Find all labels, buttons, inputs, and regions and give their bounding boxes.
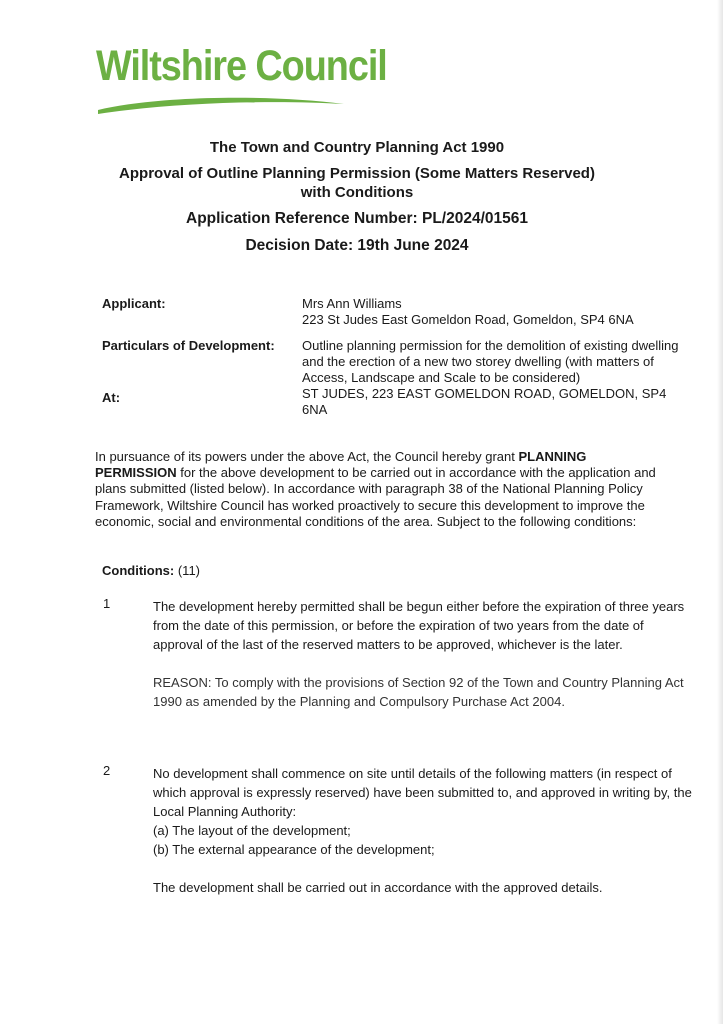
conditions-heading (102, 563, 200, 578)
approval-heading-line2: with Conditions (300, 184, 414, 201)
particulars-label: Particulars of Development: (102, 338, 275, 353)
reference-number: Application Reference Number: PL/2024/01561 (186, 210, 528, 227)
page-edge-shadow (717, 0, 723, 1024)
applicant-value (302, 296, 682, 328)
particulars-value: Outline planning permission for the demolition of existing dwelling and the erection of a new two storey dwelling (with matters of Access, Landscape and Scale to be considered) (302, 338, 679, 385)
condition-1-text: The development hereby permitted shall be begun either before the expiration of three years from the date of this permission, or before the expiration of two years from the date of approval of the last of the reserved matters to be approved, whichever is the later. (153, 599, 685, 652)
intro-text-part2: for the above development to be carried out in accordance with the application and plans submitted (listed below). In accordance with paragraph 38 of the National Planning Policy Framework, Wiltshire Council has worked proactively to secure this development to improve the economic, social and environmental conditions of the area. Subject to the following conditions: (95, 465, 656, 529)
applicant-row (102, 296, 682, 328)
condition-2-text: No development shall commence on site until details of the following matters (in respect of which approval is expressly reserved) have been submitted to, and approved in writing by, the Local Planning Authority: (153, 766, 692, 819)
logo-swoosh-icon (96, 92, 356, 120)
condition-2-item-a: (a) The layout of the development; (153, 823, 351, 838)
approval-heading-line1: Approval of Outline Planning Permission (Some Matters Reserved) (119, 165, 595, 182)
condition-1-reason: REASON: To comply with the provisions of Section 92 of the Town and Country Planning Act 1990 as amended by the Planning and Compulsory Purchase Act 2004. (153, 675, 684, 709)
site-value: ST JUDES, 223 EAST GOMELDON ROAD, GOMELDON, SP4 6NA (302, 386, 667, 417)
condition-1 (153, 597, 693, 711)
decision-date: Decision Date: 19th June 2024 (245, 237, 469, 254)
logo-wordmark: Wiltshire Council (96, 42, 387, 90)
site-label: At: (102, 390, 121, 405)
applicant-label: Applicant: (102, 296, 166, 311)
applicant-address: 223 St Judes East Gomeldon Road, Gomeldon, SP4 6NA (302, 312, 634, 327)
site-row (102, 386, 682, 418)
conditions-title: Conditions: (102, 563, 175, 578)
act-heading: The Town and Country Planning Act 1990 (209, 139, 505, 156)
conditions-count: (11) (177, 563, 200, 578)
permission-statement (95, 449, 665, 530)
condition-2-item-b: (b) The external appearance of the development; (153, 842, 435, 857)
intro-text-part1: In pursuance of its powers under the above Act, the Council hereby grant (95, 449, 515, 464)
document-headings (0, 138, 714, 255)
particulars-row (102, 336, 682, 386)
application-details (102, 296, 682, 418)
condition-2-closing: The development shall be carried out in accordance with the approved details. (153, 880, 603, 895)
applicant-name: Mrs Ann Williams (302, 296, 402, 311)
condition-1-number: 1 (103, 596, 111, 611)
wiltshire-council-logo (96, 42, 387, 128)
planning-permission-emphasis: PLANNING PERMISSION (95, 449, 587, 481)
condition-2-number: 2 (103, 763, 111, 778)
condition-2 (153, 764, 693, 897)
